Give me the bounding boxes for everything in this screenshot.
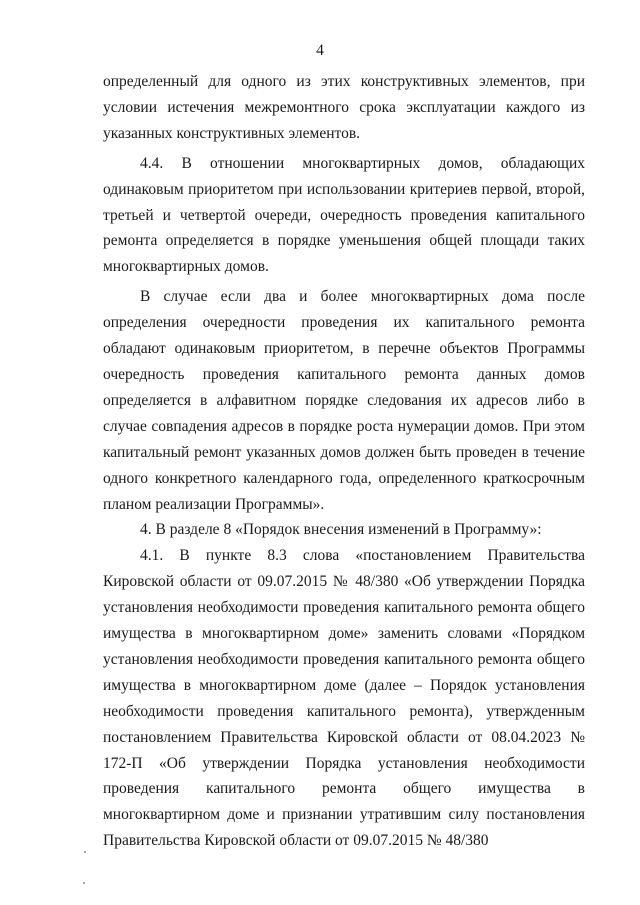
paragraph-continuation: определенный для одного из этих конструктивных элементов, при условии истечения межремонтного срока эксплуатации каждого из указанных конструктивных элементов. <box>103 73 585 142</box>
page-number: 4 <box>316 42 324 59</box>
scan-speck <box>84 851 86 853</box>
paragraph-4-4: 4.4. В отношении многоквартирных домов, обладающих одинаковым приоритетом при использовании критериев первой, второй, третьей и четвертой очереди, очередность проведения капитального ремонта определяется в порядке уменьшения общей площади таких многоквартирных домов. <box>103 154 585 276</box>
paragraph-equal-priority: В случае если два и более многоквартирных дома после определения очередности проведения их капитального ремонта обладают одинаковым приоритетом, в перечне объектов Программы очередность проведения капитального ремонта данных домов определяется в алфавитном порядке следования их адресов либо в случае совпадения адресов в порядке роста нумерации домов. При этом капитальный ремонт указанных домов должен быть проведен в течение одного конкретного календарного года, определенного краткосрочным планом реализации Программы». <box>103 288 585 513</box>
paragraph-4-1: 4.1. В пункте 8.3 слова «постановлением Правительства Кировской области от 09.07.2015 № 48/380 «Об утверждении Порядка установления необходимости проведения капитального ремонта общего имущества в многоквартирном доме» заменить словами «Порядком установления необходимости проведения капитального ремонта общего имущества в многоквартирном доме (далее – Порядок установления необходимости проведения капитального ремонта), утвержденным постановлением Правительства Кировской области от 08.04.2023 № 172-П «Об утверждении Порядка установления необходимости проведения капитального ремонта общего имущества в многоквартирном доме и признании утратившим силу постановления Правительства Кировской области от 09.07.2015 № 48/380 <box>103 547 585 850</box>
paragraph-section-8: 4. В разделе 8 «Порядок внесения изменений в Программу»: <box>140 521 542 539</box>
document-body <box>103 69 585 854</box>
scan-speck <box>83 882 85 884</box>
